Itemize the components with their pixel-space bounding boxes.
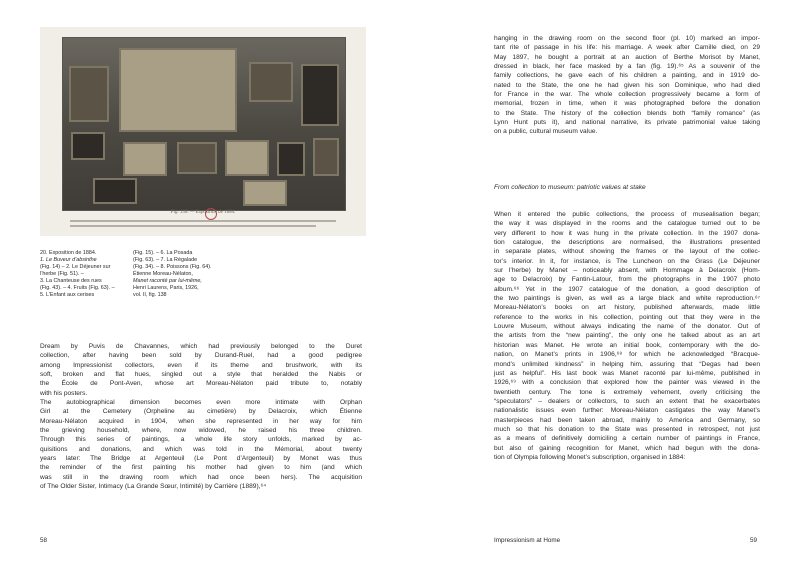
text-line: reference to the works in his collection, pointing out that they were in the bbox=[494, 313, 760, 321]
caption-line: Henri Laurens, Paris, 1926, bbox=[133, 285, 199, 291]
page-number-right: 59 bbox=[750, 537, 758, 544]
painting-frame bbox=[313, 138, 339, 176]
text-line: sur l’herbe) by Manet – noticeably absent, with Hommage à Delacroix (Hom- bbox=[494, 267, 760, 275]
figure-caption-left bbox=[40, 250, 115, 299]
text-line: Girl at the Cemetery (Orpheline au cimetière) by Delacroix, which Étienne bbox=[40, 408, 362, 416]
painting-frame bbox=[243, 180, 287, 206]
text-line: nationalistic issues even further: Moreau-Nélaton castigates the way Manet’s bbox=[494, 407, 760, 415]
text-line: the artists from the “new painting”, the only one he talked about as an art bbox=[494, 332, 760, 340]
text-line: Through this series of paintings, a whole life story unfolds, marked by ac- bbox=[40, 436, 362, 444]
caption-line: l’herbe (Fig. 51). – bbox=[40, 271, 84, 277]
text-line: of The Older Sister, Intimacy (La Grande Sœur, Intimité) by Carrière (1889),⁶⁴ bbox=[40, 483, 267, 491]
text-line: the two paintings is given, as well as a large black and white reproduction.⁶⁷ bbox=[494, 295, 760, 303]
text-line: Louvre Museum, without always indicating the name of the donator. Out of bbox=[494, 323, 760, 331]
text-line: soft, broken and flat hues, singled out a style that heralded the Nabis or bbox=[40, 371, 362, 379]
figure-caption-right bbox=[133, 250, 212, 299]
text-line: tant rite of passage in his life: his marriage. A week after Camille died, on 29 bbox=[494, 44, 760, 52]
text-line: the École de Pont-Aven, whose art Moreau-Nélaton paid tribute to, notably bbox=[40, 380, 362, 388]
caption-line: (Fig. 14) – 2. Le Déjeuner sur bbox=[40, 264, 111, 270]
text-line: tion of Olympia following Monet’s subscription, organised in 1884: bbox=[494, 453, 686, 461]
text-line: on a public, cultural museum value. bbox=[494, 128, 598, 136]
text-line: in separate plates, without showing the frames or the layout of the collec- bbox=[494, 248, 760, 256]
caption-line: 3. La Chanteuse des rues bbox=[40, 278, 102, 284]
text-line: as a means of definitively domiciling a certain number of paintings in France, bbox=[494, 435, 760, 443]
text-line: nated to the State, the one he had given his son Dominique, who had died bbox=[494, 81, 760, 89]
painting-frame bbox=[301, 64, 339, 126]
text-line: quisitions and donations, and which was told in the Mémorial, about twenty bbox=[40, 445, 362, 453]
painting-frame bbox=[177, 142, 217, 174]
painting-frame bbox=[93, 178, 137, 204]
text-line: Dream by Puvis de Chavannes, which had previously belonged to the Duret bbox=[40, 343, 362, 350]
caption-line: 1. Le Buveur d’absinthe bbox=[40, 257, 97, 263]
painting-frame bbox=[277, 142, 305, 176]
text-line: album.⁶⁶ Yet in the 1907 catalogue of the donation, a good description of bbox=[494, 285, 760, 293]
page-number-left: 58 bbox=[40, 537, 48, 544]
text-line: historian was Manet. He wrote an initial book, contemporary with the do- bbox=[494, 341, 760, 349]
text-line: nation, on Manet’s prints in 1906,⁶⁸ for which he acknowledged “Bracque- bbox=[494, 351, 760, 359]
text-line: was still in the drawing room which had once been hers). The acquisition bbox=[40, 473, 362, 481]
caption-line: (Fig. 43). – 4. Fruits (Fig. 63). – bbox=[40, 285, 115, 291]
right-top-text bbox=[494, 34, 760, 137]
text-line: family collections, he gave each of his children a painting, and in 1919 do- bbox=[494, 72, 760, 80]
text-line: collection, after having been sold by Durand-Ruel, had a good pedigree bbox=[40, 352, 362, 360]
text-line: to the State. The history of the collection blends both “family romance” (as bbox=[494, 109, 760, 117]
text-line: tion catalogue, the descriptions are normalised, the illustrations presented bbox=[494, 239, 760, 247]
exhibition-wall-photo bbox=[62, 37, 346, 211]
text-line: much so that his donation to the State was presented in retrospect, not just bbox=[494, 425, 760, 433]
painting-frame bbox=[249, 62, 293, 102]
text-line: May 1897, he bought a portrait at an auction of Berthe Morisot by Manet, bbox=[494, 53, 760, 61]
text-line: Lynn Hunt puts it), and national narrative, its private patrimonial value taking bbox=[494, 119, 760, 127]
text-line: masterpieces had been taken abroad, mainly to America and Germany, so bbox=[494, 416, 760, 424]
caption-line: (Fig. 63). – 7. La Régalade bbox=[133, 257, 198, 263]
text-line: tor’s interior. In it, for instance, is The Luncheon on the Grass (Le Déjeuner bbox=[494, 257, 760, 265]
painting-frame-dejeuner bbox=[119, 48, 237, 132]
text-line: years later: The Bridge at Argenteuil (Le Pont d’Argenteuil) by Monet was thus bbox=[40, 455, 362, 463]
text-line: with his posters. bbox=[40, 389, 88, 397]
caption-line: vol. II, fig. 138 bbox=[133, 292, 167, 298]
text-line: among Impressionist collectors, even if its theme and brushwork, with its bbox=[40, 361, 362, 369]
section-subheading: From collection to museum: patriotic values at stake bbox=[494, 184, 646, 191]
text-line: but also of gaining recognition for Manet, which had begun with the dona- bbox=[494, 444, 760, 452]
text-line: The autobiographical dimension becomes even more intimate with Orphan bbox=[40, 399, 362, 407]
text-line: for France in the war. The whole collection progressively became a form of bbox=[494, 91, 760, 99]
text-line: Moreau-Nélaton’s books on art history, published afterwards, made little bbox=[494, 304, 760, 312]
painting-frame bbox=[69, 66, 109, 122]
plate-caption-line bbox=[70, 220, 336, 222]
right-page bbox=[400, 0, 800, 565]
painting-frame bbox=[123, 142, 167, 176]
text-line: dressed in black, her face masked by a fan (fig. 19).⁶⁵ As a souvenir of the bbox=[494, 63, 760, 71]
text-line: twentieth century. The tone is extremely vehement, overly criticising the bbox=[494, 388, 760, 396]
text-line: memorial, frozen in time, when it was photographed before the donation bbox=[494, 100, 760, 108]
text-line: very different to how it was hung in the private collection. In the 1907 dona- bbox=[494, 229, 760, 237]
painting-frame bbox=[225, 140, 269, 176]
caption-line: (Fig. 34). – 8. Poissons (Fig. 64). bbox=[133, 264, 212, 270]
text-line: Moreau-Nélaton acquired in 1904, when she represented in her way for him bbox=[40, 417, 362, 425]
text-line: just as helpful”. His last book was Manet raconté par lui-même, published in bbox=[494, 369, 760, 377]
caption-line: (Fig. 15). – 6. La Posada bbox=[133, 250, 193, 256]
running-footer-title: Impressionism at Home bbox=[494, 537, 561, 544]
text-line: “speculators” – dealers or collectors, to such an extent that he exacerbates bbox=[494, 397, 760, 405]
exhibition-photograph bbox=[40, 27, 366, 236]
text-line: 1926,⁶⁹ with a conclusion that explored how the painter was viewed in the bbox=[494, 379, 760, 387]
text-line: age to Delacroix) by Fantin-Latour, from the photographs in the 1907 photo bbox=[494, 276, 760, 284]
left-body-text bbox=[40, 342, 362, 492]
plate-label: Fig. 138. — Exposition de 1884. bbox=[170, 210, 236, 215]
right-body-text bbox=[494, 210, 760, 462]
text-line: the grieving household, where, now widowed, he raised his three children. bbox=[40, 427, 362, 435]
caption-line: 5. L’Enfant aux cerises bbox=[40, 292, 95, 298]
text-line: the reminder of the first painting his mother had given to him (and which bbox=[40, 464, 362, 472]
text-line: hanging in the drawing room on the second floor (pl. 10) marked an impor- bbox=[494, 35, 760, 42]
painting-frame bbox=[71, 132, 105, 160]
text-line: When it entered the public collections, the process of musealisation began; bbox=[494, 211, 760, 218]
caption-line: 20. Exposition de 1884. bbox=[40, 250, 97, 256]
text-line: the way it was displayed in the rooms and the catalogue turned out to be bbox=[494, 220, 760, 228]
text-line: mond’s unlimited kindness” in helping him, assuring that “Degas had been bbox=[494, 360, 760, 368]
caption-line: Manet raconté par lui-même, bbox=[133, 278, 202, 284]
plate-caption-line bbox=[70, 225, 316, 227]
caption-line: Étienne Moreau-Nélaton, bbox=[133, 271, 193, 277]
